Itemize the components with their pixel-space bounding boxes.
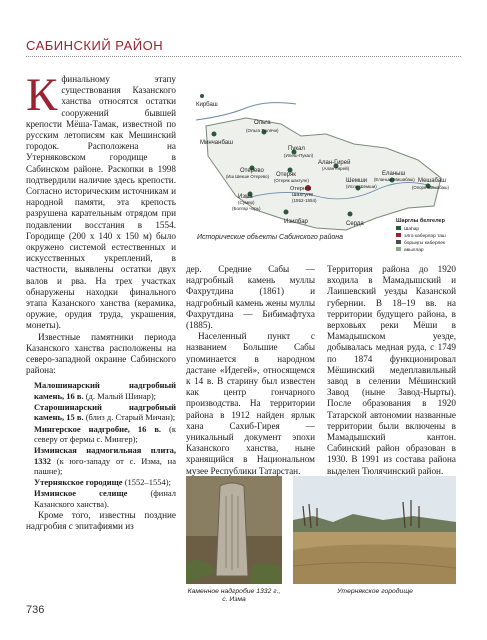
paragraph-after-list: Кроме того, известны поздние надгробия с эпитафиями из	[26, 510, 176, 532]
map-label: Кирбаш	[196, 102, 218, 108]
map-label: шахгуле	[292, 192, 314, 198]
legend-item: элгә каберләр таш	[404, 234, 446, 239]
map-label: Алан-Гирей	[318, 160, 351, 166]
map-label: Пукал	[288, 146, 305, 152]
map-label: (Болгар чорь)	[232, 206, 261, 211]
map-label: (Иш Шекше Отерево)	[226, 174, 269, 179]
map-label: Изилбар	[284, 219, 308, 225]
map-label: (Отеряк шахгуле)	[274, 178, 309, 183]
map-label: (Алан Гирей)	[322, 166, 350, 171]
paragraph: дер. Средние Сабы — надгробный камень муллы Фахрутдина (1861) и надгробный камень жены муллы Фахрутдина — Бибимафтуха (1885).	[186, 264, 315, 331]
legend-title: Шарглы белгелер	[396, 218, 445, 224]
map-label: Отеряк	[276, 172, 296, 178]
list-item: Мингерское надгробие, 16 в. (к северу от фермы с. Мингер);	[34, 423, 176, 444]
map-label: Шемши	[346, 178, 368, 184]
page-number: 736	[26, 604, 45, 616]
map-label: (Опорн Мишабаш)	[412, 185, 449, 190]
map-legend	[396, 217, 446, 253]
legend-item: борыңгы каберлек	[404, 241, 446, 246]
paragraph-intro: финальному этапу существования Казанского ханства относятся остатки сооружений бывшей крепости Мёша-Тамак, известной по русским летописям как Мешинский городок. Расположена на Утерняковском городище в Сабинском районе. Раскопки в 1998 подтвердили наличие здесь крепости. Согласно историческим источникам и народной памяти, эта крепость разрушена карательным отрядом при подавлении восстания в 1554. Городище (200 х 140 х 150 м) было окружено системой естественных и искусственных укреплений, в частности, выявлены остатки двух валов и рва. На трех участках обнаружены находки финального этапа Казанского ханства (керамика, оружие, орудия труда, украшения, монеты).	[26, 74, 176, 331]
map-label: Отерняк	[290, 186, 312, 192]
paragraph: Территория района до 1920 входила в Мамадышский и Лаишевский уезды Казанской губернии. В 18–19 вв. на территории будущего района, в верховьях реки Мёши в Мамадышском уезде, добывалась медная руда, с 1749 по 1874 функционировал Мёшинский медеплавильный завод в селении Мёшинский Завод (ныне Завод-Нырты). После образования в 1920 Татарской автономии названные территории были включены в Мамадышский кантон. Сабинский район образован в 1930. В 1991 из состава района выделен Тюлячинский район.	[327, 264, 456, 476]
map-label: Минчанбаш	[200, 140, 233, 146]
paragraph: Населенный пункт с названием Большие Сабы упоминается в народном дастане «Идегей», относящемся к 14 в. В старину был известен как центр гончарного производства. На территории района в 1912 найден ярлык хана Сахиб-Гирея — уникальный документ эпохи Казанского ханства, ныне хранящийся в Национальном музее Республики Татарстан.	[186, 331, 315, 476]
map-label: (1552-1554)	[292, 198, 317, 203]
map-label: (Ольга Тюлячи)	[246, 128, 279, 133]
list-item: Изминское селище (финал Казанского ханства).	[34, 488, 176, 509]
drop-cap: К	[26, 69, 58, 121]
photo-gravestone	[186, 476, 282, 584]
map-label: Мешабаш	[418, 178, 447, 184]
column-1	[26, 69, 177, 532]
list-item: Изминская надмогильная плита, 1332 (к юго-западу от с. Изма, на пашне);	[34, 445, 177, 476]
map-point	[200, 94, 204, 98]
map-label: (Еланыш Мишабаш)	[374, 177, 415, 182]
map-label: (Исле Шемши)	[346, 184, 377, 189]
map-label: (Сумер)	[238, 200, 255, 205]
map-point	[212, 132, 217, 137]
map-point	[284, 210, 289, 215]
list-item: Утернякское городище (1552–1554);	[34, 477, 171, 488]
map-point	[348, 212, 353, 217]
map-caption: Исторические объекты Сабинского района	[197, 234, 343, 241]
photo-caption-1: Каменное надгробие 1332 г., с. Изма	[187, 588, 281, 603]
legend-item: Шаһар	[404, 227, 420, 232]
historical-map	[186, 78, 462, 256]
map-label: Еланыш	[382, 171, 406, 177]
photo-hillfort	[293, 476, 456, 584]
section-title: САБИНСКИЙ РАЙОН	[26, 38, 164, 53]
map-label: Изма	[238, 194, 253, 200]
photo-caption-2: Утернякское городище	[337, 588, 413, 595]
paragraph-monuments: Известные памятники периода Казанского ханства расположены на северо-западной окраине Сабинского района:	[26, 331, 176, 376]
map-label: Серда	[346, 221, 364, 227]
map-label: (Илеш-Пукал)	[284, 153, 314, 158]
list-item: Старошинарский надгробный камень, 15 в. (близ д. Старый Мичан);	[34, 402, 176, 423]
monument-list	[26, 380, 176, 509]
list-item: Малошинарский надгробный камень, 16 в. (д. Малый Шинар);	[34, 380, 176, 401]
column-2	[186, 264, 315, 477]
legend-item: авыллар	[404, 248, 424, 253]
header-rule	[26, 56, 461, 57]
map-label: Ольга	[254, 120, 271, 126]
column-3	[327, 264, 456, 477]
map-label: Отерево	[240, 168, 264, 174]
